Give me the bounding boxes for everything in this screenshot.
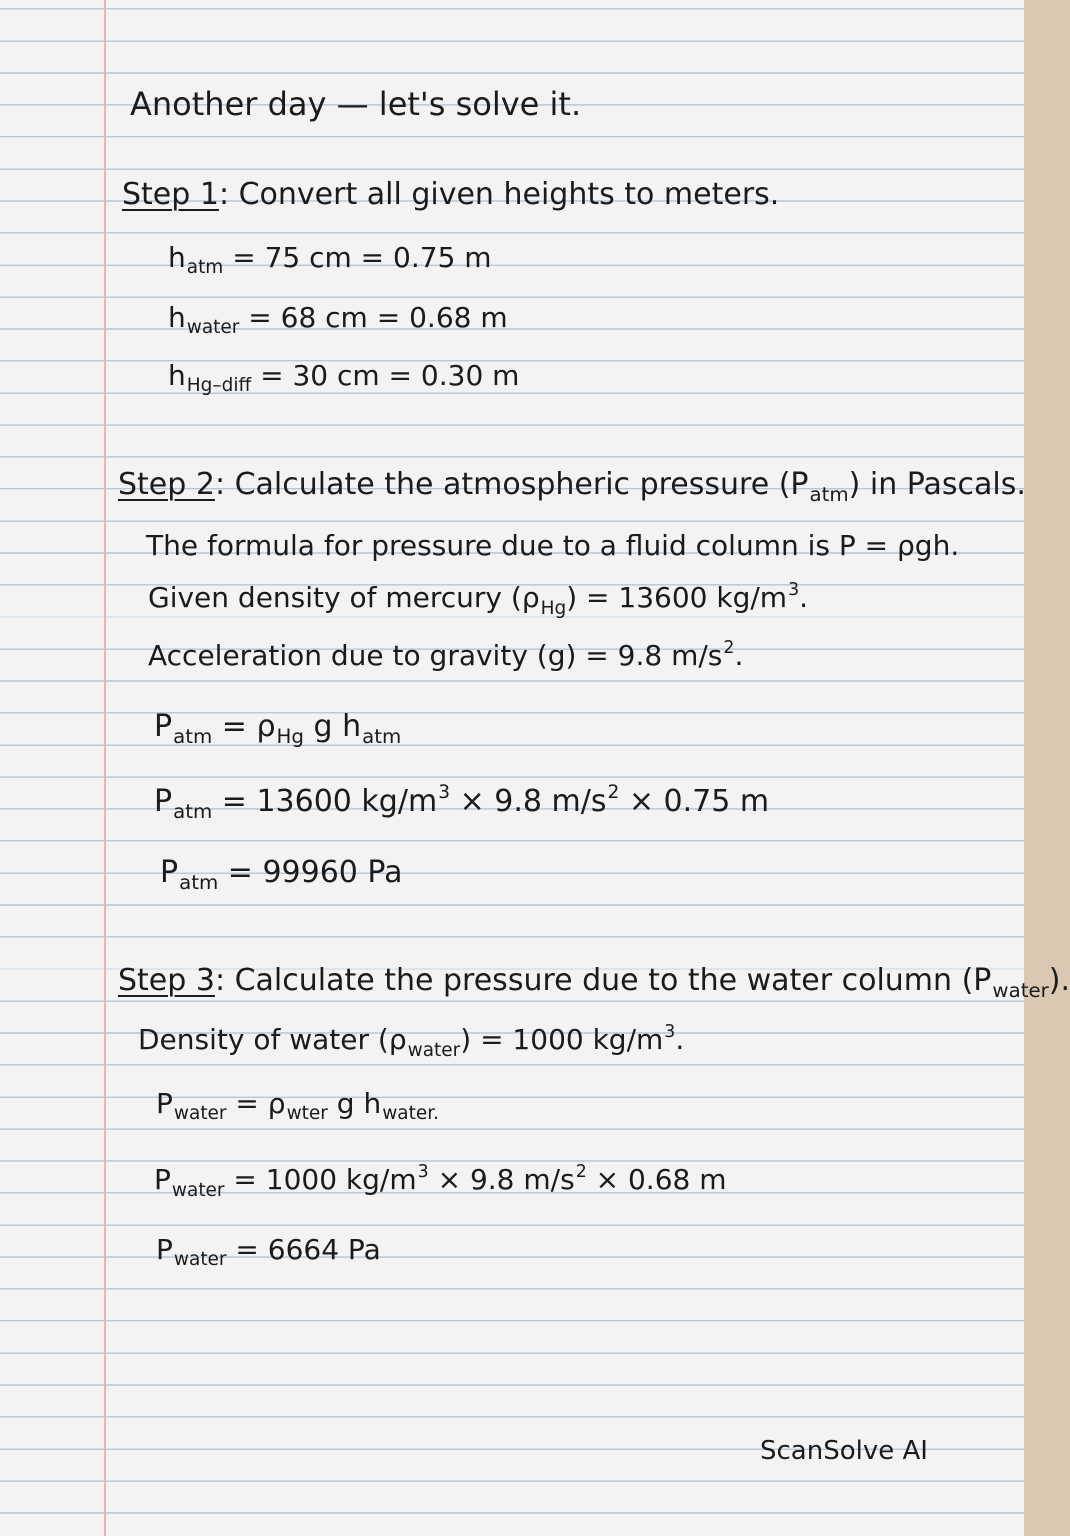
step-3-label: Step 3 bbox=[118, 963, 215, 998]
scansolve-watermark: ScanSolve AI bbox=[760, 1436, 928, 1466]
step-1-height-water: $h_{water} = 68$ cm = 0.68 m bbox=[168, 301, 508, 339]
step-1-label: Step 1 bbox=[122, 177, 219, 212]
step-3-water-density: Density of water $(\rho_{water}) = 1000$ $kg/m^3$. bbox=[138, 1022, 685, 1061]
step-2-mercury-density: Given density of mercury $(\rho_{Hg}) = 13600$ $kg/m^3$. bbox=[148, 580, 809, 619]
step-1-height-hg-diff: $h_{Hg-diff} = 30$ cm = 0.30 m bbox=[168, 359, 520, 397]
step-1-title: Step 1: Convert all given heights to meters. bbox=[122, 177, 780, 212]
step-3-title: Step 3: Calculate the pressure due to the water column $(P_{water})$. bbox=[118, 963, 1070, 1002]
step-3-equation-result: $P_{water} = 6664$ Pa bbox=[156, 1233, 381, 1271]
step-2-title: Step 2: Calculate the atmospheric pressure $(P_{atm})$ in Pascals. bbox=[118, 467, 1026, 506]
red-margin-line bbox=[104, 0, 106, 1536]
step-1-title-text: Convert all given heights to meters. bbox=[238, 177, 780, 212]
step-2-equation-result: $P_{atm} = 99960$ Pa bbox=[160, 855, 403, 894]
step-2-label: Step 2 bbox=[118, 467, 215, 502]
step-2-equation-substitution: $P_{atm} = 13600$ $kg/m^3 \times 9.8$ $m/s^2 \times 0.75$ m bbox=[154, 782, 770, 823]
step-2-gravity: Acceleration due to gravity (g) = 9.8 $m/s^2$. bbox=[148, 638, 744, 673]
step-2-formula-text: The formula for pressure due to a fluid column is P = ρgh. bbox=[146, 529, 960, 562]
step-1-height-atm: $h_{atm} = 75$ cm = 0.75 m bbox=[168, 241, 492, 279]
step-3-equation-substitution: $P_{water} = 1000$ $kg/m^3 \times 9.8$ $m/s^2 \times 0.68$ m bbox=[154, 1162, 727, 1201]
step-2-equation-formula: $P_{atm} = \rho_{Hg}$ g $h_{atm}$ bbox=[154, 709, 402, 748]
step-3-equation-formula: $P_{water} = \rho_{wter}$ g $h_{water.}$ bbox=[156, 1087, 439, 1125]
page-heading: Another day — let's solve it. bbox=[130, 85, 582, 123]
